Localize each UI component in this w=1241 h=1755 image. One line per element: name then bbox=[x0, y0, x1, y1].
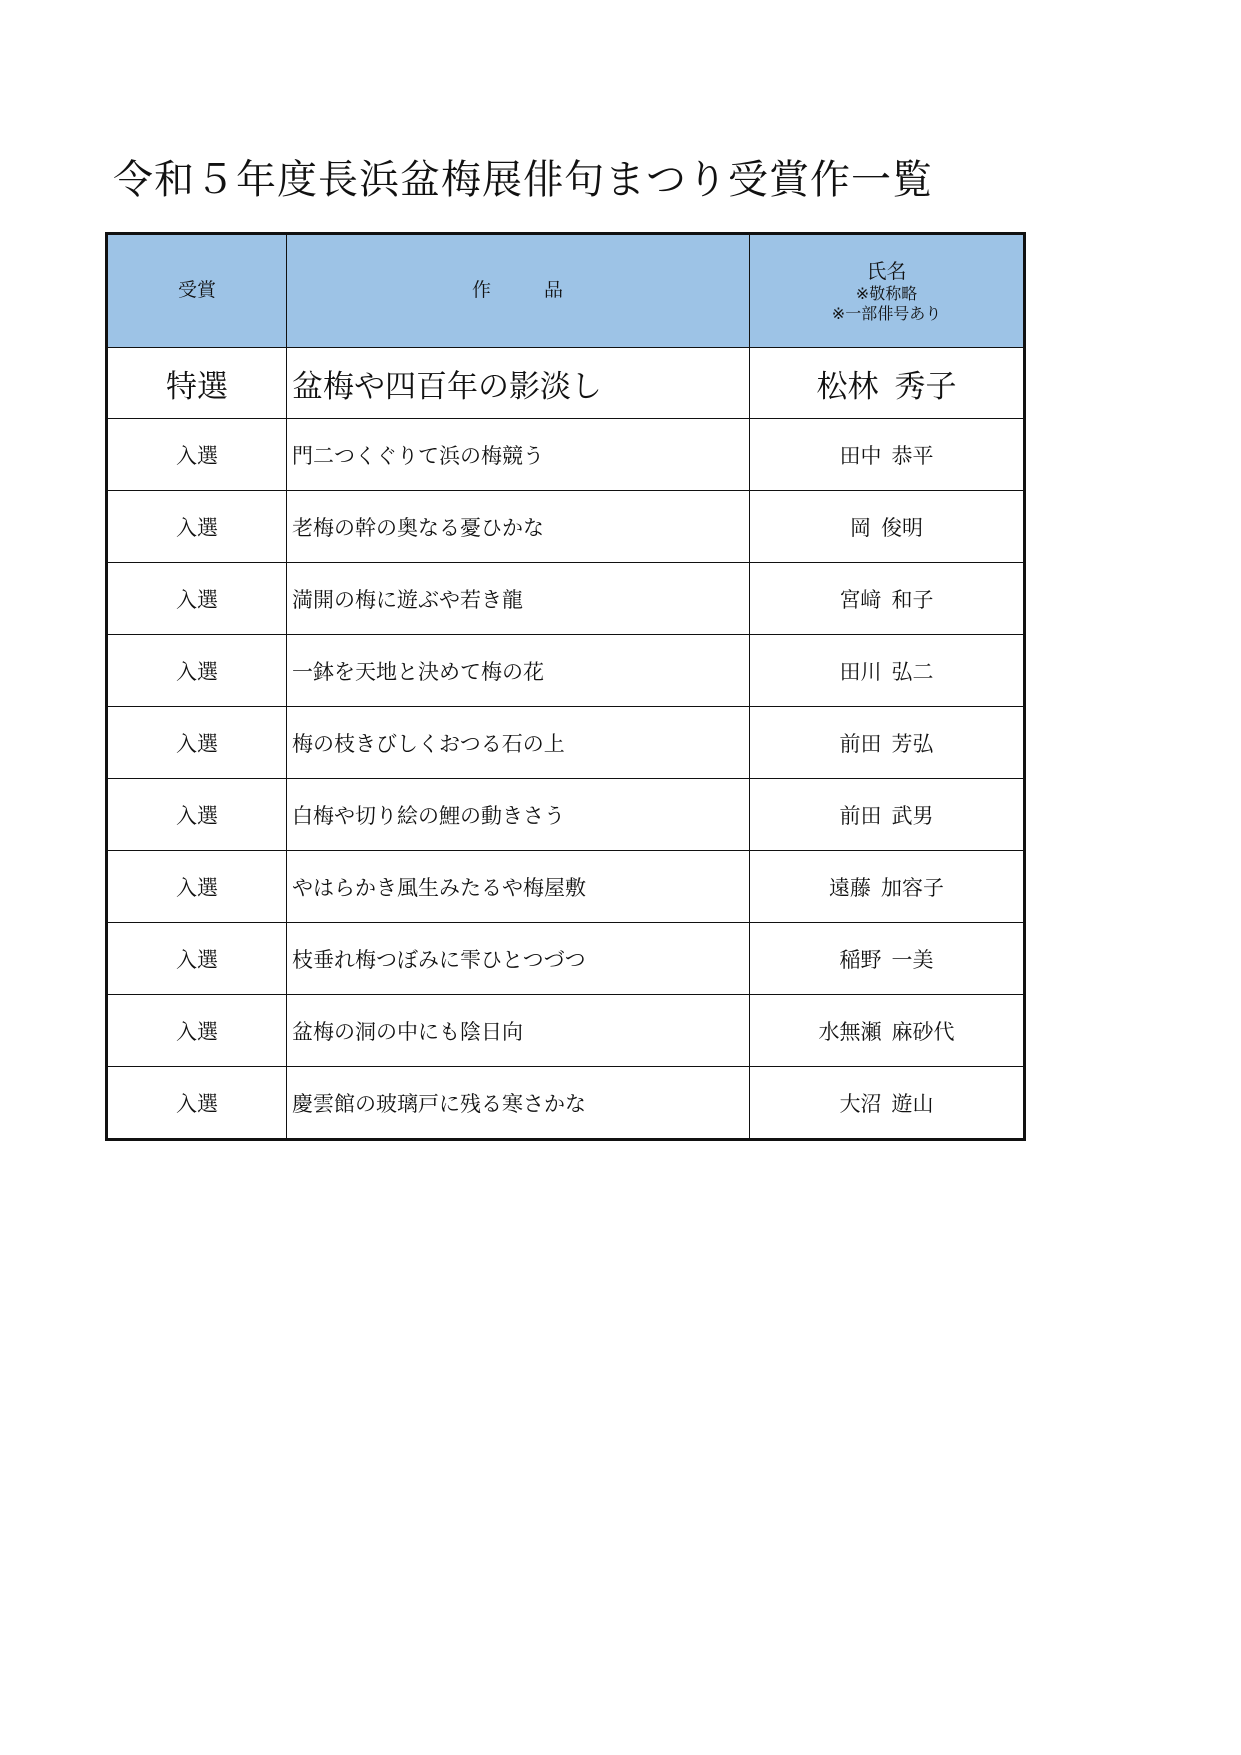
table-row bbox=[107, 491, 1025, 563]
award-cell: 特選 bbox=[107, 348, 287, 419]
table-row bbox=[107, 707, 1025, 779]
table-row bbox=[107, 995, 1025, 1067]
author-surname: 松林 bbox=[816, 368, 879, 405]
author-given-name: 秀子 bbox=[894, 368, 957, 405]
author-surname: 前田 bbox=[839, 803, 882, 828]
header-name-note-haigo: ※一部俳号あり bbox=[831, 303, 942, 323]
author-surname: 田中 bbox=[839, 443, 882, 468]
haiku-cell: 一鉢を天地と決めて梅の花 bbox=[287, 635, 750, 707]
author-surname: 遠藤 bbox=[829, 875, 871, 900]
author-cell bbox=[750, 419, 1025, 491]
author-surname: 大沼 bbox=[839, 1091, 882, 1116]
author-cell bbox=[750, 635, 1025, 707]
header-name bbox=[750, 234, 1025, 348]
award-cell: 入選 bbox=[107, 635, 287, 707]
author-given-name: 和子 bbox=[891, 587, 934, 612]
award-cell: 入選 bbox=[107, 1067, 287, 1140]
header-name-note-honorific: ※敬称略 bbox=[855, 283, 918, 303]
table-row bbox=[107, 923, 1025, 995]
page-title: 令和５年度長浜盆梅展俳句まつり受賞作一覧 bbox=[113, 157, 933, 203]
author-cell bbox=[750, 995, 1025, 1067]
author-given-name: 弘二 bbox=[891, 659, 934, 684]
table-row bbox=[107, 779, 1025, 851]
author-surname: 稲野 bbox=[839, 947, 882, 972]
author-given-name: 一美 bbox=[891, 947, 934, 972]
author-cell bbox=[750, 563, 1025, 635]
haiku-cell: 老梅の幹の奥なる憂ひかな bbox=[287, 491, 750, 563]
author-cell bbox=[750, 707, 1025, 779]
author-given-name: 武男 bbox=[891, 803, 934, 828]
author-cell bbox=[750, 1067, 1025, 1140]
haiku-cell: 盆梅の洞の中にも陰日向 bbox=[287, 995, 750, 1067]
author-given-name: 恭平 bbox=[891, 443, 934, 468]
award-cell: 入選 bbox=[107, 563, 287, 635]
author-surname: 岡 bbox=[850, 515, 871, 540]
header-name-label: 氏名 bbox=[866, 258, 907, 283]
haiku-cell: やはらかき風生みたるや梅屋敷 bbox=[287, 851, 750, 923]
awards-table bbox=[105, 232, 1026, 1141]
haiku-cell: 満開の梅に遊ぶや若き龍 bbox=[287, 563, 750, 635]
author-cell bbox=[750, 923, 1025, 995]
author-surname: 宮﨑 bbox=[839, 587, 882, 612]
award-cell: 入選 bbox=[107, 491, 287, 563]
author-given-name: 芳弘 bbox=[891, 731, 934, 756]
author-cell bbox=[750, 779, 1025, 851]
award-cell: 入選 bbox=[107, 419, 287, 491]
table-row-special bbox=[107, 348, 1025, 419]
author-surname: 田川 bbox=[839, 659, 882, 684]
author-cell bbox=[750, 348, 1025, 419]
table-header-row bbox=[107, 234, 1025, 348]
header-award: 受賞 bbox=[107, 234, 287, 348]
header-work: 作 品 bbox=[287, 234, 750, 348]
author-surname: 水無瀬 bbox=[818, 1019, 882, 1044]
award-cell: 入選 bbox=[107, 851, 287, 923]
table-row bbox=[107, 563, 1025, 635]
table-row bbox=[107, 419, 1025, 491]
author-cell bbox=[750, 491, 1025, 563]
haiku-cell: 白梅や切り絵の鯉の動きさう bbox=[287, 779, 750, 851]
table-row bbox=[107, 851, 1025, 923]
author-surname: 前田 bbox=[839, 731, 882, 756]
author-given-name: 俊明 bbox=[881, 515, 923, 540]
table-row bbox=[107, 635, 1025, 707]
author-given-name: 加容子 bbox=[881, 875, 944, 900]
haiku-cell: 慶雲館の玻璃戸に残る寒さかな bbox=[287, 1067, 750, 1140]
author-given-name: 遊山 bbox=[891, 1091, 934, 1116]
award-cell: 入選 bbox=[107, 923, 287, 995]
author-given-name: 麻砂代 bbox=[891, 1019, 955, 1044]
table-row bbox=[107, 1067, 1025, 1140]
haiku-cell: 盆梅や四百年の影淡し bbox=[287, 348, 750, 419]
award-cell: 入選 bbox=[107, 707, 287, 779]
haiku-cell: 枝垂れ梅つぼみに雫ひとつづつ bbox=[287, 923, 750, 995]
haiku-cell: 門二つくぐりて浜の梅競う bbox=[287, 419, 750, 491]
award-cell: 入選 bbox=[107, 995, 287, 1067]
haiku-cell: 梅の枝きびしくおつる石の上 bbox=[287, 707, 750, 779]
author-cell bbox=[750, 851, 1025, 923]
award-cell: 入選 bbox=[107, 779, 287, 851]
